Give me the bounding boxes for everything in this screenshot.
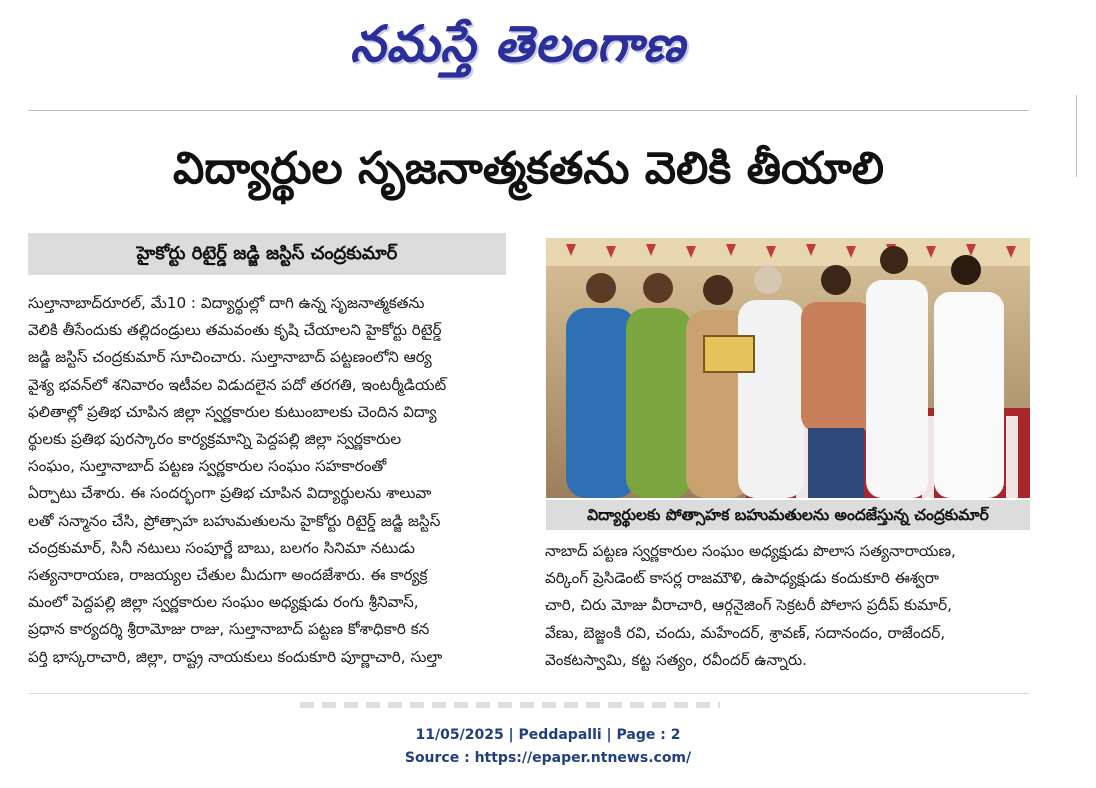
body-line: వర్కింగ్ ప్రెసిడెంట్ కాసర్ల రాజమౌళి, ఉపాధ్యక్షుడు కందుకూరి ఈశ్వరా bbox=[545, 569, 939, 588]
article-subhead: హైకోర్టు రిటైర్డ్ జడ్జి జస్టిస్ చంద్రకుమార్ bbox=[28, 233, 506, 275]
body-line: వేణు, బెజ్జంకి రవి, చందు, మహేందర్, శ్రావణ్, సదానందం, రాజేందర్, bbox=[545, 623, 946, 642]
body-line: సుల్తానాబాద్‌రూరల్, మే10 : విద్యార్థుల్లో దాగి ఉన్న సృజనాత్మకతను bbox=[28, 294, 425, 312]
cut-off-text-strip bbox=[300, 702, 720, 708]
body-line: జడ్జి జస్టిస్ చంద్రకుమార్ సూచించారు. సుల్తానాబాద్ పట్టణంలోని ఆర్య bbox=[28, 348, 432, 367]
body-line: ఏర్పాటు చేశారు. ఈ సందర్భంగా ప్రతిభ చూపిన విద్యార్థులను శాలువా bbox=[28, 484, 432, 503]
body-line: చంద్రకుమార్, సినీ నటులు సంపూర్ణే బాబు, బలగం సినిమా నటుడు bbox=[28, 538, 415, 557]
side-divider bbox=[1076, 95, 1077, 177]
masthead bbox=[0, 0, 1096, 95]
article-body-left bbox=[28, 290, 522, 686]
body-line: ఫలితాల్లో ప్రతిభ చూపిన జిల్లా స్వర్ణకారుల కుటుంబాలకు చెందిన విద్యా bbox=[28, 402, 437, 421]
newspaper-logo: నమస్తే తెలంగాణ bbox=[350, 14, 686, 73]
article-body-right bbox=[545, 538, 1029, 678]
body-line: సత్యనారాయణ, రాజయ్యల చేతుల మీదుగా అందజేశారు. ఈ కార్యక్ర bbox=[28, 566, 428, 585]
body-line: నాబాద్ పట్టణ స్వర్ణకారుల సంఘం అధ్యక్షుడు పొలాస సత్యనారాయణ, bbox=[545, 542, 956, 560]
body-line: వైశ్య భవన్‌లో శనివారం ఇటీవల విడుదలైన పదో తరగతి, ఇంటర్మీడియట్ bbox=[28, 375, 447, 394]
body-line: పర్తి భాస్కరాచారి, జిల్లా, రాష్ట్ర నాయకులు కందుకూరి పూర్ణాచారి, సుల్తా bbox=[28, 647, 443, 666]
body-line: మంలో పెద్దపల్లి జిల్లా స్వర్ణకారుల సంఘం అధ్యక్షుడు రంగు శ్రీనివాస్, bbox=[28, 593, 419, 612]
bottom-divider bbox=[28, 693, 1029, 694]
body-line: సంఘం, సుల్తానాబాద్ పట్టణ స్వర్ణకారుల సంఘం సహకారంతో bbox=[28, 457, 387, 476]
photo-caption: విద్యార్థులకు పోత్సాహక బహుమతులను అందజేస్తున్న చంద్రకుమార్ bbox=[546, 500, 1030, 530]
news-photo bbox=[546, 238, 1030, 498]
body-line: ప్రధాన కార్యదర్శి శ్రీరామోజు రాజు, సుల్తానాబాద్ పట్టణ కోశాధికారి కన bbox=[28, 620, 430, 639]
header-divider bbox=[28, 110, 1029, 111]
photo-award-ceremony-icon bbox=[546, 238, 1030, 498]
body-line: లతో సన్మానం చేసి, ప్రోత్సాహ బహుమతులను హైకోర్టు రిటైర్డ్ జడ్జి జస్టిస్ bbox=[28, 511, 441, 530]
article-headline: విద్యార్థుల సృజనాత్మకతను వెలికి తీయాలి bbox=[173, 143, 884, 194]
footer-date-line: 11/05/2025 | Peddapalli | Page : 2 bbox=[415, 727, 681, 743]
body-line: వెంకటస్వామి, కట్ట సత్యం, రవీందర్ ఉన్నారు. bbox=[545, 650, 807, 669]
body-line: ర్థులకు ప్రతిభ పురస్కారం కార్యక్రమాన్ని పెద్దపల్లి జిల్లా స్వర్ణకారుల bbox=[28, 430, 402, 449]
body-line: చారి, చిరు మోజు వీరాచారి, ఆర్గనైజింగ్ సెక్రటరీ పోలాస ప్రదీప్ కుమార్, bbox=[545, 596, 952, 615]
body-line: వెలికి తీసేందుకు తల్లిదండ్రులు తమవంతు కృషి చేయాలని హైకోర్టు రిటైర్డ్ bbox=[28, 321, 442, 340]
footer-source-line: Source : https://epaper.ntnews.com/ bbox=[404, 750, 692, 766]
